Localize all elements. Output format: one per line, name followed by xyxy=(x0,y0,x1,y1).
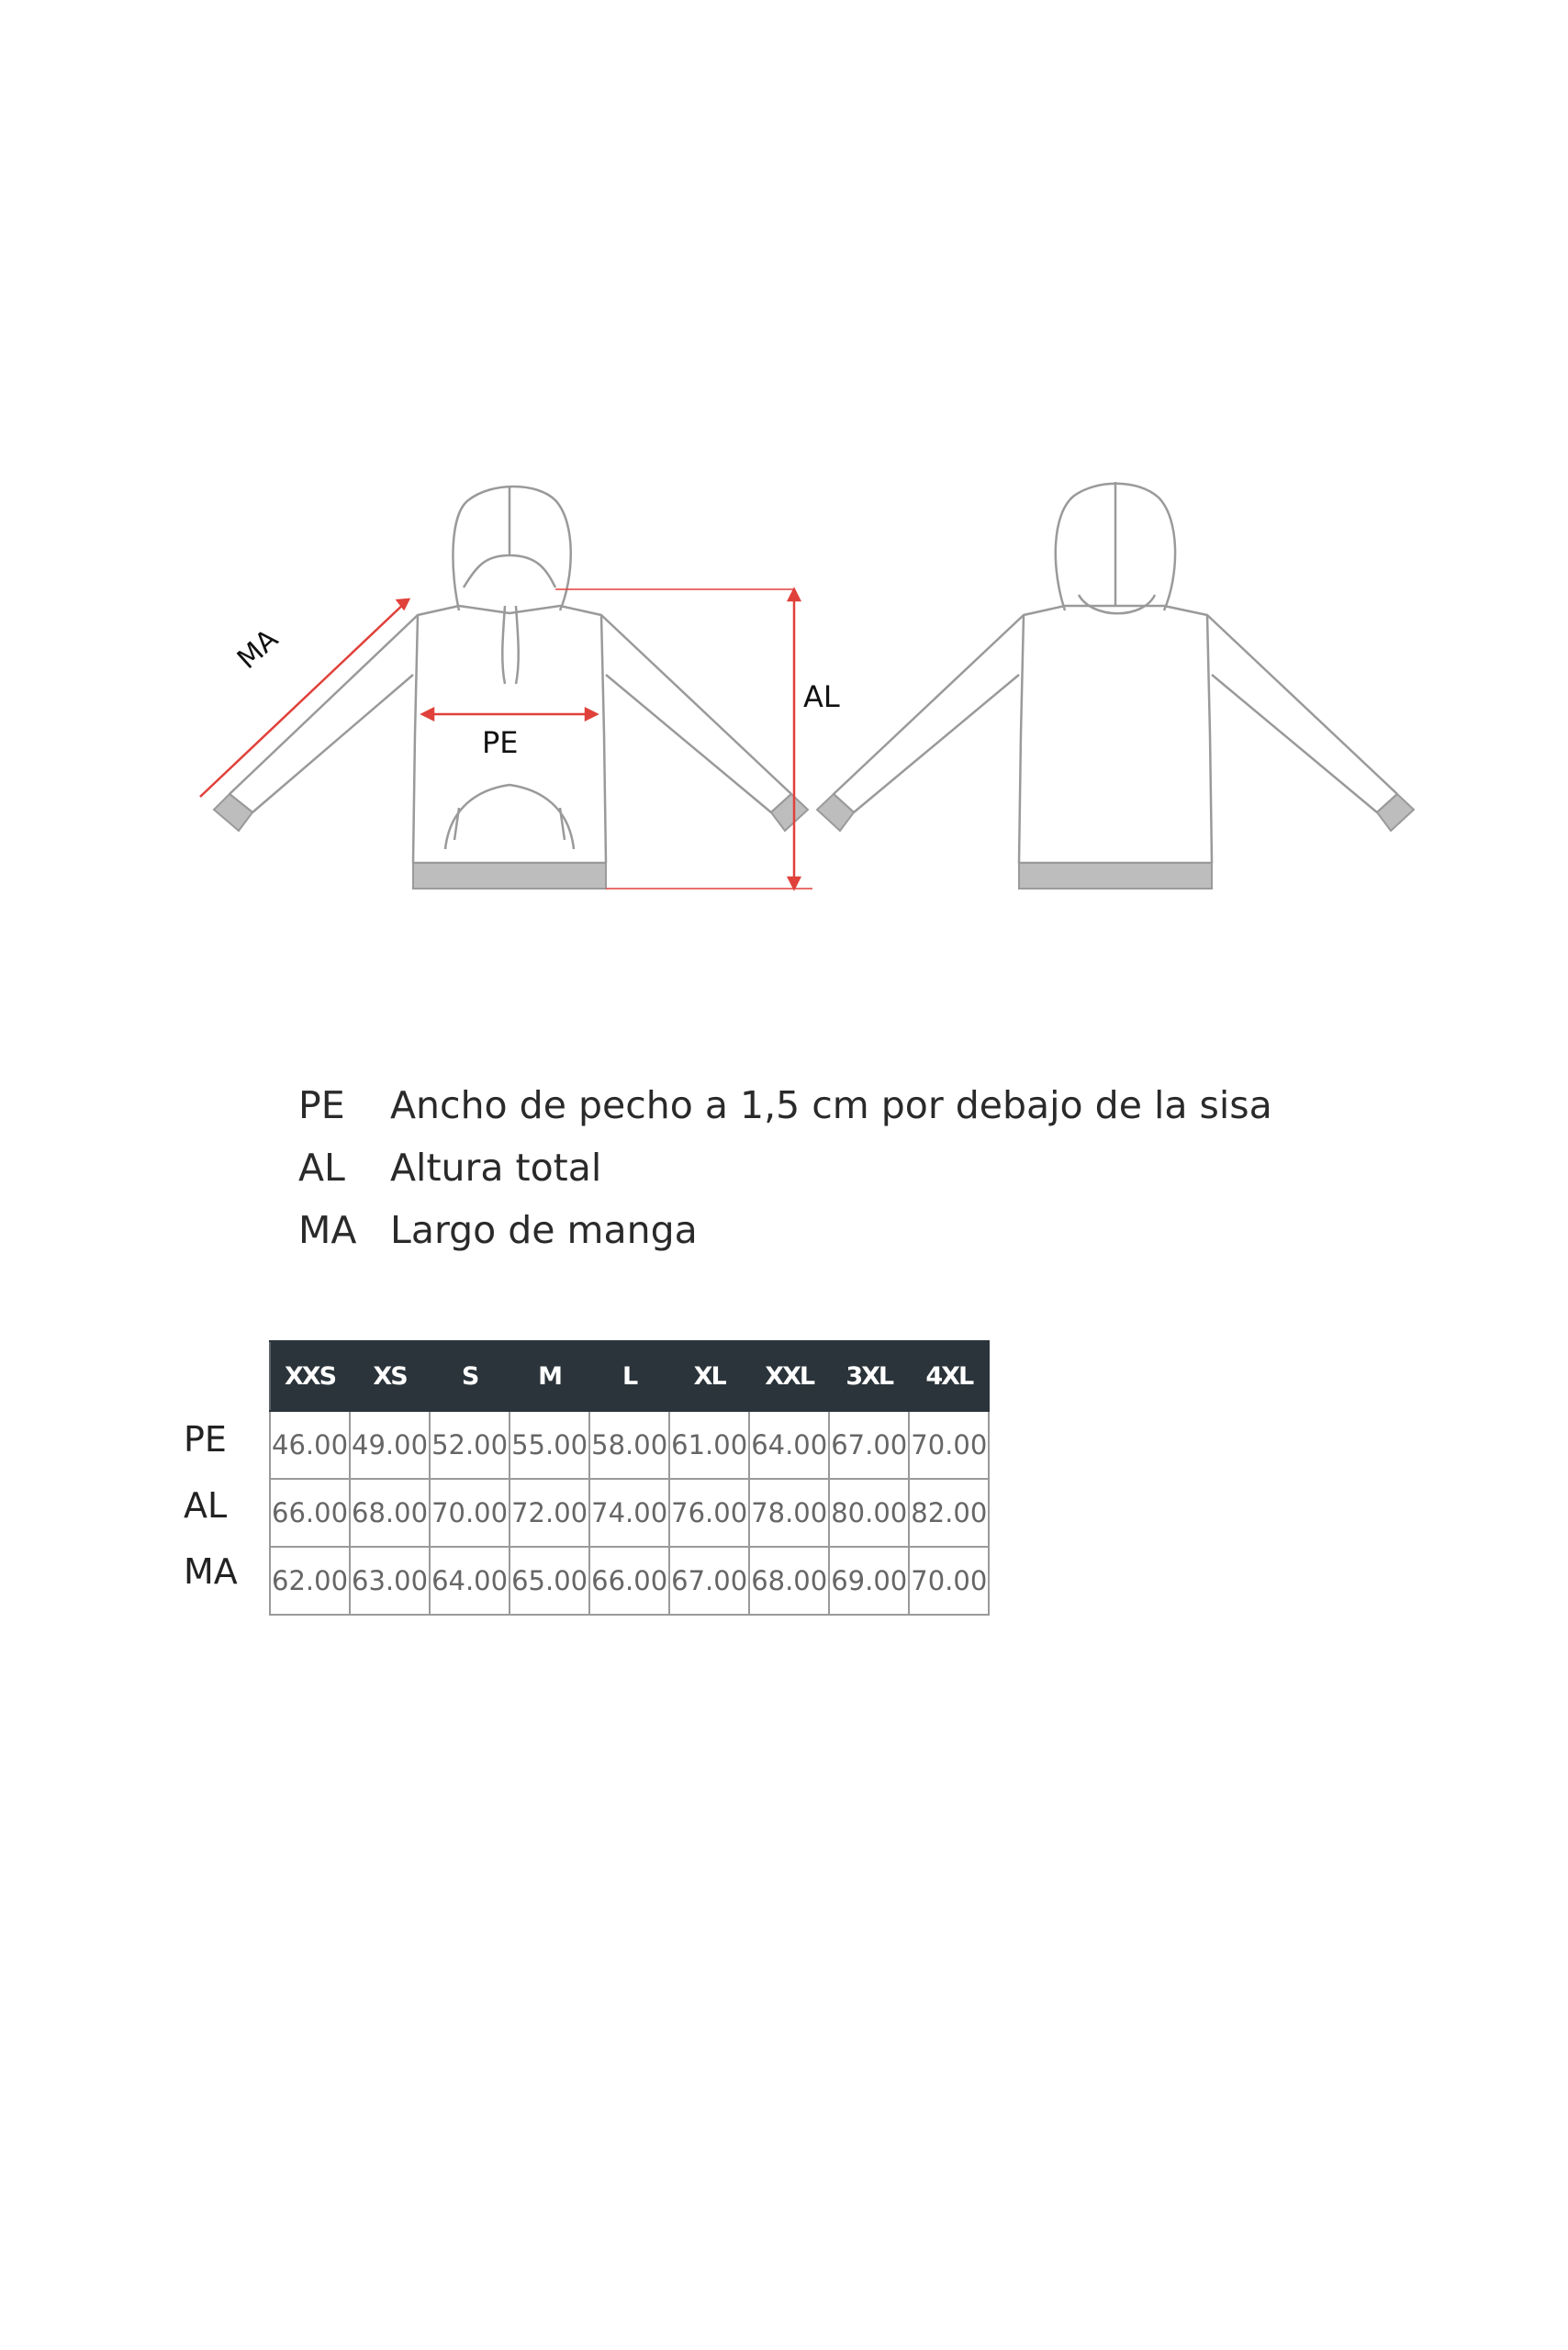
hoodie-front xyxy=(230,487,791,863)
chest-arrow-right xyxy=(586,709,597,720)
front-hood-opening xyxy=(464,555,555,588)
size-header: L xyxy=(589,1341,669,1411)
size-header: XXS xyxy=(270,1341,350,1411)
pocket-seam-right xyxy=(560,808,565,840)
table-cell: 61.00 xyxy=(669,1411,749,1479)
back-hood-bottom xyxy=(1079,595,1155,613)
row-labels xyxy=(184,1406,266,1605)
front-left-cuff xyxy=(214,794,252,831)
table-cell: 70.00 xyxy=(430,1479,510,1547)
legend-code: PE xyxy=(298,1083,345,1127)
legend-code: MA xyxy=(298,1208,357,1252)
table-cell: 67.00 xyxy=(669,1547,749,1615)
front-right-cuff xyxy=(771,794,808,831)
table-cell: 64.00 xyxy=(749,1411,829,1479)
hoodie-diagram xyxy=(184,477,1432,936)
size-header: 4XL xyxy=(909,1341,989,1411)
height-arrow-top xyxy=(789,589,800,600)
front-right-sleeve xyxy=(601,615,791,812)
back-waist-rib xyxy=(1019,863,1212,889)
front-pocket xyxy=(445,785,574,849)
height-arrow-bottom xyxy=(789,878,800,889)
table-header-row xyxy=(270,1341,989,1411)
legend-code: AL xyxy=(298,1146,345,1190)
table-cell: 67.00 xyxy=(829,1411,909,1479)
chest-label: PE xyxy=(482,725,519,760)
legend-description: Altura total xyxy=(390,1146,602,1190)
table-cell: 66.00 xyxy=(589,1547,669,1615)
chest-arrow-left xyxy=(422,709,433,720)
table-row xyxy=(270,1479,989,1547)
legend-row-al xyxy=(298,1136,1272,1199)
table-cell: 82.00 xyxy=(909,1479,989,1547)
table-cell: 49.00 xyxy=(350,1411,430,1479)
legend-row-ma xyxy=(298,1199,1272,1261)
size-header: XL xyxy=(669,1341,749,1411)
drawstring-right xyxy=(516,606,519,684)
back-left-cuff xyxy=(817,794,854,831)
table-cell: 65.00 xyxy=(510,1547,589,1615)
hoodie-diagram-svg xyxy=(184,477,1432,936)
table-row xyxy=(270,1411,989,1479)
row-label-al: AL xyxy=(184,1485,228,1526)
drawstring-left xyxy=(502,606,505,684)
back-left-sleeve xyxy=(834,615,1024,812)
height-label: AL xyxy=(803,679,840,714)
table-cell: 69.00 xyxy=(829,1547,909,1615)
size-header: 3XL xyxy=(829,1341,909,1411)
table-cell: 68.00 xyxy=(350,1479,430,1547)
table-row xyxy=(270,1547,989,1615)
back-right-sleeve xyxy=(1207,615,1397,812)
table-cell: 72.00 xyxy=(510,1479,589,1547)
size-header: XXL xyxy=(749,1341,829,1411)
table-cell: 63.00 xyxy=(350,1547,430,1615)
table-cell: 66.00 xyxy=(270,1479,350,1547)
table-cell: 68.00 xyxy=(749,1547,829,1615)
pocket-seam-left xyxy=(454,808,459,840)
size-header: XS xyxy=(350,1341,430,1411)
table-cell: 76.00 xyxy=(669,1479,749,1547)
legend-description: Ancho de pecho a 1,5 cm por debajo de la sisa xyxy=(390,1083,1272,1127)
front-waist-rib xyxy=(413,863,606,889)
row-label-pe: PE xyxy=(184,1419,227,1460)
hoodie-back xyxy=(834,482,1397,863)
size-table xyxy=(269,1340,990,1616)
table-cell: 46.00 xyxy=(270,1411,350,1479)
table-cell: 70.00 xyxy=(909,1547,989,1615)
front-hood xyxy=(453,487,570,610)
table-cell: 52.00 xyxy=(430,1411,510,1479)
table-cell: 55.00 xyxy=(510,1411,589,1479)
row-label-ma: MA xyxy=(184,1551,238,1592)
measurement-legend xyxy=(298,1074,1272,1261)
table-cell: 74.00 xyxy=(589,1479,669,1547)
table-cell: 78.00 xyxy=(749,1479,829,1547)
table-cell: 80.00 xyxy=(829,1479,909,1547)
back-body xyxy=(1019,606,1212,863)
table-cell: 64.00 xyxy=(430,1547,510,1615)
table-cell: 58.00 xyxy=(589,1411,669,1479)
sleeve-label: MA xyxy=(230,622,285,676)
size-header: S xyxy=(430,1341,510,1411)
legend-row-pe xyxy=(298,1074,1272,1136)
table-cell: 70.00 xyxy=(909,1411,989,1479)
legend-description: Largo de manga xyxy=(390,1208,698,1252)
table-cell: 62.00 xyxy=(270,1547,350,1615)
size-header: M xyxy=(510,1341,589,1411)
back-right-cuff xyxy=(1377,794,1414,831)
